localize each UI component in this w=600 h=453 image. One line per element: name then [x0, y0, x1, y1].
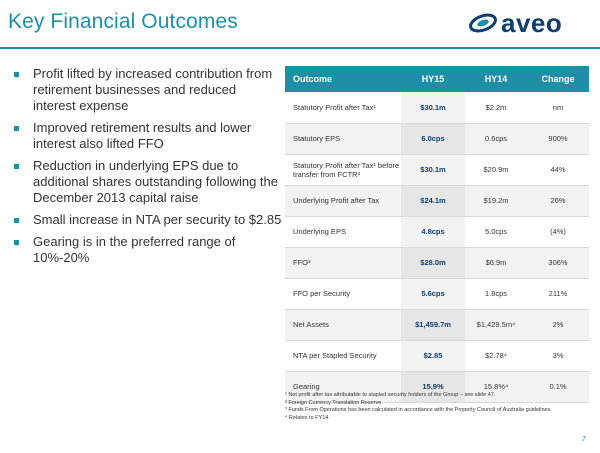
cell-hy15: $30.1m: [401, 154, 465, 185]
cell-hy15: $28.0m: [401, 247, 465, 278]
cell-change: 0.1%: [527, 371, 589, 402]
bullet-marker-icon: [14, 126, 19, 131]
cell-hy15: 6.0cps: [401, 123, 465, 154]
cell-hy15: 5.6cps: [401, 278, 465, 309]
table-row: [285, 123, 589, 154]
table-row: [285, 92, 589, 123]
logo-swirl-icon: [468, 12, 498, 34]
cell-change: 900%: [527, 123, 589, 154]
cell-outcome: Gearing: [285, 371, 401, 402]
cell-outcome: FFO per Security: [285, 278, 401, 309]
header-outcome: Outcome: [285, 66, 401, 92]
cell-change: 44%: [527, 154, 589, 185]
bullet-marker-icon: [14, 164, 19, 169]
header-hy15: HY15: [401, 66, 465, 92]
bullet-item: [14, 212, 282, 228]
cell-hy15: $1,459.7m: [401, 309, 465, 340]
bullet-list: [14, 66, 282, 272]
cell-hy14: 1.8cps: [465, 278, 527, 309]
footnotes: [285, 392, 589, 422]
table-header-row: [285, 66, 589, 92]
cell-hy14: $2.78⁴: [465, 340, 527, 371]
cell-hy15: 4.8cps: [401, 216, 465, 247]
bullet-marker-icon: [14, 240, 19, 245]
cell-hy14: 5.0cps: [465, 216, 527, 247]
table-row: [285, 216, 589, 247]
cell-outcome: Statutory Profit after Tax¹: [285, 92, 401, 123]
bullet-marker-icon: [14, 218, 19, 223]
cell-change: nm: [527, 92, 589, 123]
bullet-text: Improved retirement results and lower interest also lifted FFO: [33, 120, 252, 151]
table-row: [285, 309, 589, 340]
cell-outcome: NTA per Stapled Security: [285, 340, 401, 371]
footnote: ² Foreign Currency Translation Reserve: [285, 399, 382, 406]
cell-hy14: $1,429.5m⁴: [465, 309, 527, 340]
cell-hy14: $20.9m: [465, 154, 527, 185]
cell-change: 306%: [527, 247, 589, 278]
cell-hy14: $2.2m: [465, 92, 527, 123]
bullet-item: [14, 234, 282, 266]
financial-outcomes-table: [285, 66, 589, 403]
cell-change: 211%: [527, 278, 589, 309]
cell-hy15: $30.1m: [401, 92, 465, 123]
cell-outcome: Net Assets: [285, 309, 401, 340]
table-row: [285, 154, 589, 185]
cell-hy14: 0.6cps: [465, 123, 527, 154]
cell-change: (4%): [527, 216, 589, 247]
page-number: 7: [582, 436, 586, 443]
footnote: ³ Funds From Operations has been calculated in accordance with the Property Council of Australia guidelines.: [285, 407, 552, 413]
cell-outcome: Underlying EPS: [285, 216, 401, 247]
cell-outcome: FFO³: [285, 247, 401, 278]
bullet-text: Profit lifted by increased contribution from retirement businesses and reduced interest expense: [33, 66, 273, 113]
cell-hy15: $2.85: [401, 340, 465, 371]
bullet-item: [14, 158, 282, 206]
title-divider: [0, 47, 600, 49]
cell-hy14: $19.2m: [465, 185, 527, 216]
footnote: ¹ Net profit after tax attributable to stapled security holders of the Group – see slide 47.: [285, 392, 496, 398]
bullet-item: [14, 66, 282, 114]
bullet-marker-icon: [14, 72, 19, 77]
table-row: [285, 247, 589, 278]
table-row: [285, 340, 589, 371]
bullet-text: Small increase in NTA per security to $2.85: [33, 212, 282, 227]
slide-title: Key Financial Outcomes: [8, 10, 238, 33]
footnote: ⁴ Relates to FY14.: [285, 414, 330, 421]
logo-text: aveo: [501, 7, 563, 38]
cell-outcome: Underlying Profit after Tax: [285, 185, 401, 216]
cell-change: 26%: [527, 185, 589, 216]
cell-change: 2%: [527, 309, 589, 340]
cell-change: 3%: [527, 340, 589, 371]
cell-hy15: 15.9%: [401, 371, 465, 402]
bullet-item: [14, 120, 282, 152]
bullet-text: Gearing is in the preferred range of 10%-20%: [33, 234, 236, 265]
table-row: [285, 278, 589, 309]
cell-outcome: Statutory EPS: [285, 123, 401, 154]
aveo-logo: [468, 8, 596, 38]
bullet-text: Reduction in underlying EPS due to additional shares outstanding following the December 2013 capital raise: [33, 158, 279, 205]
table-row: [285, 185, 589, 216]
cell-hy14: $6.9m: [465, 247, 527, 278]
cell-outcome: Statutory Profit after Tax¹ before transfer from FCTR²: [285, 154, 401, 185]
header-change: Change: [527, 66, 589, 92]
cell-hy15: $24.1m: [401, 185, 465, 216]
header-hy14: HY14: [465, 66, 527, 92]
cell-hy14: 15.8%⁴: [465, 371, 527, 402]
